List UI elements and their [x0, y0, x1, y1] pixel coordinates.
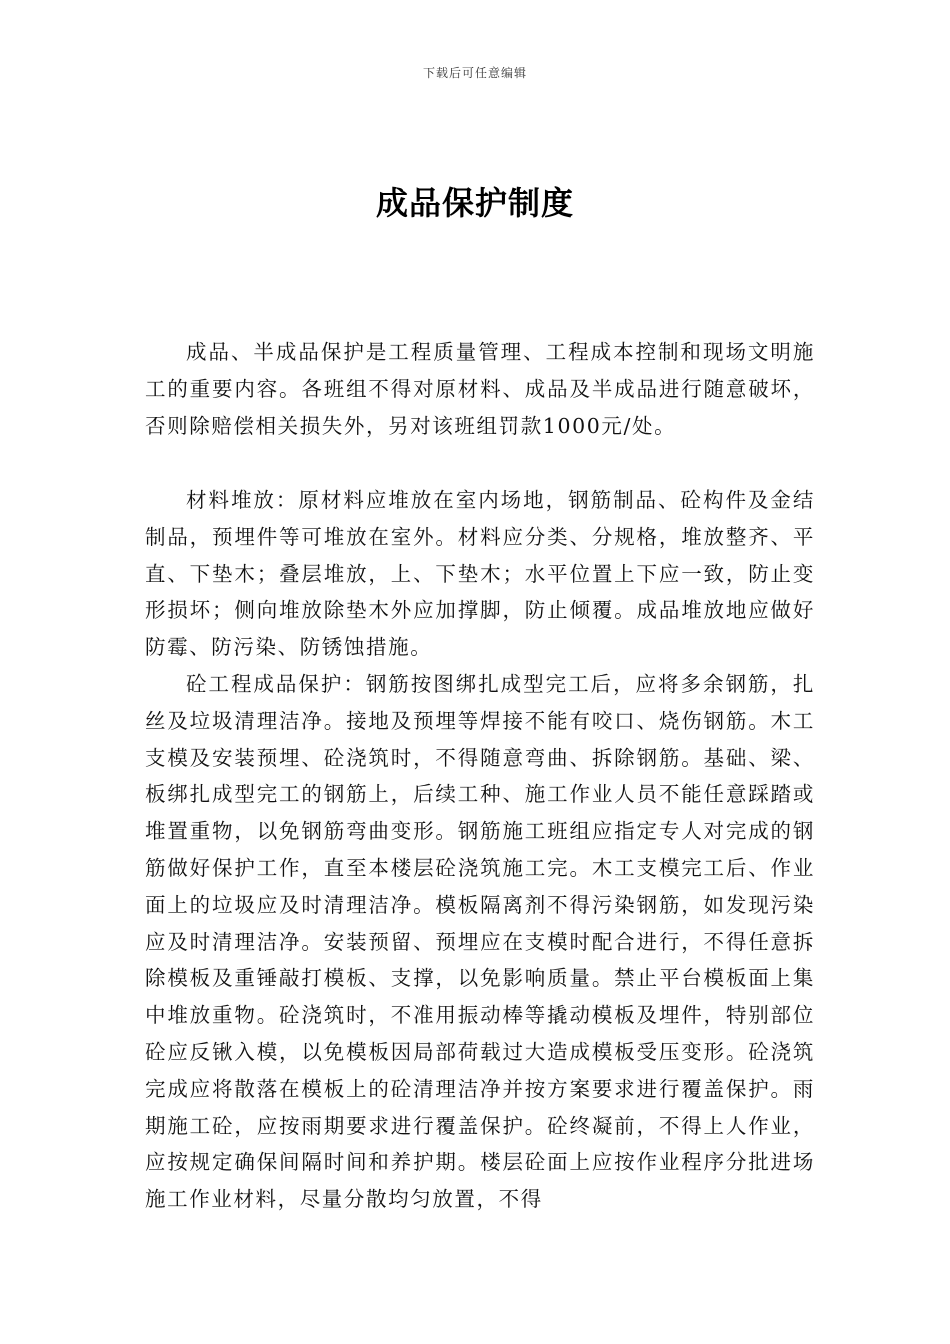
document-title: 成品保护制度 — [375, 184, 574, 222]
paragraph-intro: 成品、半成品保护是工程质量管理、工程成本控制和现场文明施工的重要内容。各班组不得对原材料、成品及半成品进行随意破坏，否则除赔偿相关损失外，另对该班组罚款1000元/处。 — [145, 340, 815, 438]
paragraph-material-stacking: 材料堆放：原材料应堆放在室内场地，钢筋制品、砼构件及金结制品，预埋件等可堆放在室外。材料应分类、分规格，堆放整齐、平直、下垫木；叠层堆放，上、下垫木；水平位置上下应一致，防止变形损坏；侧向堆放除垫木外应加撑脚，防止倾覆。成品堆放地应做好防霉、防污染、防锈蚀措施。 — [145, 488, 815, 660]
page-header-note: 下载后可任意编辑 — [422, 66, 527, 80]
paragraph-concrete-protection: 砼工程成品保护：钢筋按图绑扎成型完工后，应将多余钢筋，扎丝及垃圾清理洁净。接地及预埋等焊接不能有咬口、烧伤钢筋。木工支模及安装预埋、砼浇筑时，不得随意弯曲、拆除钢筋。基础、梁、板绑扎成型完工的钢筋上，后续工种、施工作业人员不能任意踩踏或堆置重物，以免钢筋弯曲变形。钢筋施工班组应指定专人对完成的钢筋做好保护工作，直至本楼层砼浇筑施工完。木工支模完工后、作业面上的垃圾应及时清理洁净。模板隔离剂不得污染钢筋，如发现污染应及时清理洁净。安装预留、预埋应在支模时配合进行，不得任意拆除模板及重锤敲打模板、支撑，以免影响质量。禁止平台模板面上集中堆放重物。砼浇筑时，不准用振动棒等撬动模板及埋件，特别部位砼应反锹入模，以免模板因局部荷载过大造成模板受压变形。砼浇筑完成应将散落在模板上的砼清理洁净并按方案要求进行覆盖保护。雨期施工砼，应按雨期要求进行覆盖保护。砼终凝前，不得上人作业，应按规定确保间隔时间和养护期。楼层砼面上应按作业程序分批进场施工作业材料，尽量分散均匀放置，不得 — [145, 672, 815, 1212]
